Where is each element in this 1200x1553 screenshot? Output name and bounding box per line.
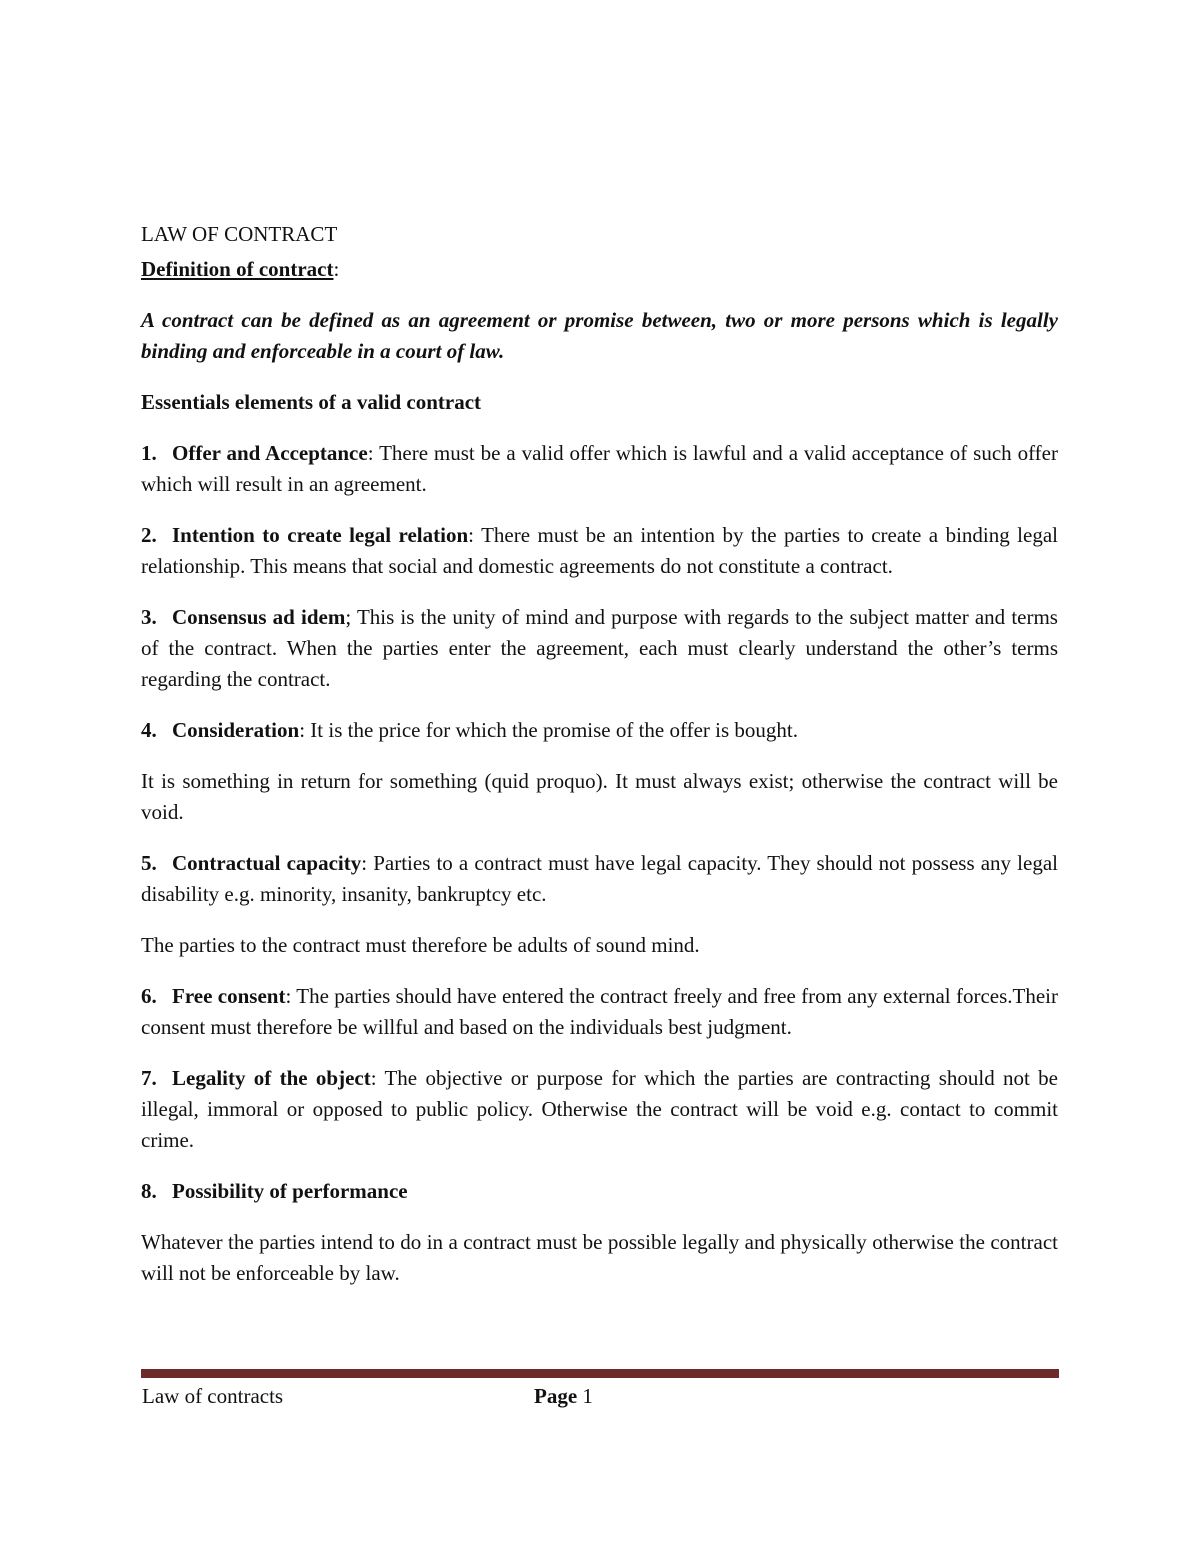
item-term: Consideration bbox=[172, 718, 300, 742]
item-separator: : bbox=[468, 523, 482, 547]
item-text: There must be a valid offer which is lawful and a valid acceptance of such offer which will result in an agreement. bbox=[141, 441, 1058, 496]
item-text: It is the price for which the promise of the offer is bought. bbox=[310, 718, 799, 742]
item-text: The objective or purpose for which the parties are contracting should not be illegal, immoral or opposed to public policy. Otherwise the contract will be void e.g. contact to commit crime. bbox=[141, 1066, 1058, 1152]
element-consideration bbox=[141, 715, 1058, 746]
definition-heading-line bbox=[141, 254, 1058, 285]
footer-page bbox=[534, 1381, 593, 1412]
document-body bbox=[141, 219, 1058, 1309]
definition-heading: Definition of contract bbox=[141, 257, 334, 281]
element-intention bbox=[141, 520, 1058, 582]
item-number: 5. bbox=[141, 851, 157, 875]
footer-rule bbox=[141, 1369, 1059, 1378]
item-text: This is the unity of mind and purpose with regards to the subject matter and terms of the contract. When the parties enter the agreement, each must clearly understand the other’s terms regarding the contract. bbox=[141, 605, 1058, 691]
item-separator: : bbox=[367, 441, 380, 465]
item-text: Parties to a contract must have legal capacity. They should not possess any legal disability e.g. minority, insanity, bankruptcy etc. bbox=[141, 851, 1058, 906]
item-number: 3. bbox=[141, 605, 157, 629]
item-number: 1. bbox=[141, 441, 157, 465]
essentials-heading: Essentials elements of a valid contract bbox=[141, 390, 482, 414]
item-number: 7. bbox=[141, 1066, 157, 1090]
element-free-consent bbox=[141, 981, 1058, 1043]
capacity-note: The parties to the contract must therefore be adults of sound mind. bbox=[141, 933, 700, 957]
item-number: 4. bbox=[141, 718, 157, 742]
performance-note: Whatever the parties intend to do in a contract must be possible legally and physically otherwise the contract will not be enforceable by law. bbox=[141, 1230, 1058, 1285]
element-possibility bbox=[141, 1176, 1058, 1207]
element-capacity bbox=[141, 848, 1058, 910]
item-term: Legality of the object bbox=[172, 1066, 371, 1090]
page-number: 1 bbox=[582, 1384, 593, 1408]
item-term: Free consent bbox=[172, 984, 286, 1008]
item-separator: : bbox=[299, 718, 311, 742]
item-separator: ; bbox=[345, 605, 357, 629]
item-term: Consensus ad idem bbox=[172, 605, 346, 629]
item-text: The parties should have entered the contract freely and free from any external forces.Their consent must therefore be willful and based on the individuals best judgment. bbox=[141, 984, 1058, 1039]
item-separator: : bbox=[285, 984, 297, 1008]
element-legality bbox=[141, 1063, 1058, 1156]
consideration-note: It is something in return for something (quid proquo). It must always exist; otherwise the contract will be void. bbox=[141, 769, 1058, 824]
item-term: Offer and Acceptance bbox=[172, 441, 368, 465]
item-text: There must be an intention by the parties to create a binding legal relationship. This means that social and domestic agreements do not constitute a contract. bbox=[141, 523, 1058, 578]
item-number: 8. bbox=[141, 1179, 157, 1203]
item-separator: : bbox=[370, 1066, 385, 1090]
item-term: Possibility of performance bbox=[172, 1179, 408, 1203]
element-consensus bbox=[141, 602, 1058, 695]
definition-text: A contract can be defined as an agreement or promise between, two or more persons which is legally binding and enforceable in a court of law. bbox=[141, 308, 1058, 363]
page-label: Page bbox=[534, 1384, 578, 1408]
element-offer-acceptance bbox=[141, 438, 1058, 500]
document-title: LAW OF CONTRACT bbox=[141, 222, 338, 246]
definition-colon: : bbox=[333, 257, 340, 281]
item-term: Contractual capacity bbox=[172, 851, 362, 875]
item-term: Intention to create legal relation bbox=[172, 523, 469, 547]
item-number: 6. bbox=[141, 984, 157, 1008]
footer-title: Law of contracts bbox=[142, 1384, 284, 1408]
item-separator: : bbox=[361, 851, 374, 875]
item-number: 2. bbox=[141, 523, 157, 547]
